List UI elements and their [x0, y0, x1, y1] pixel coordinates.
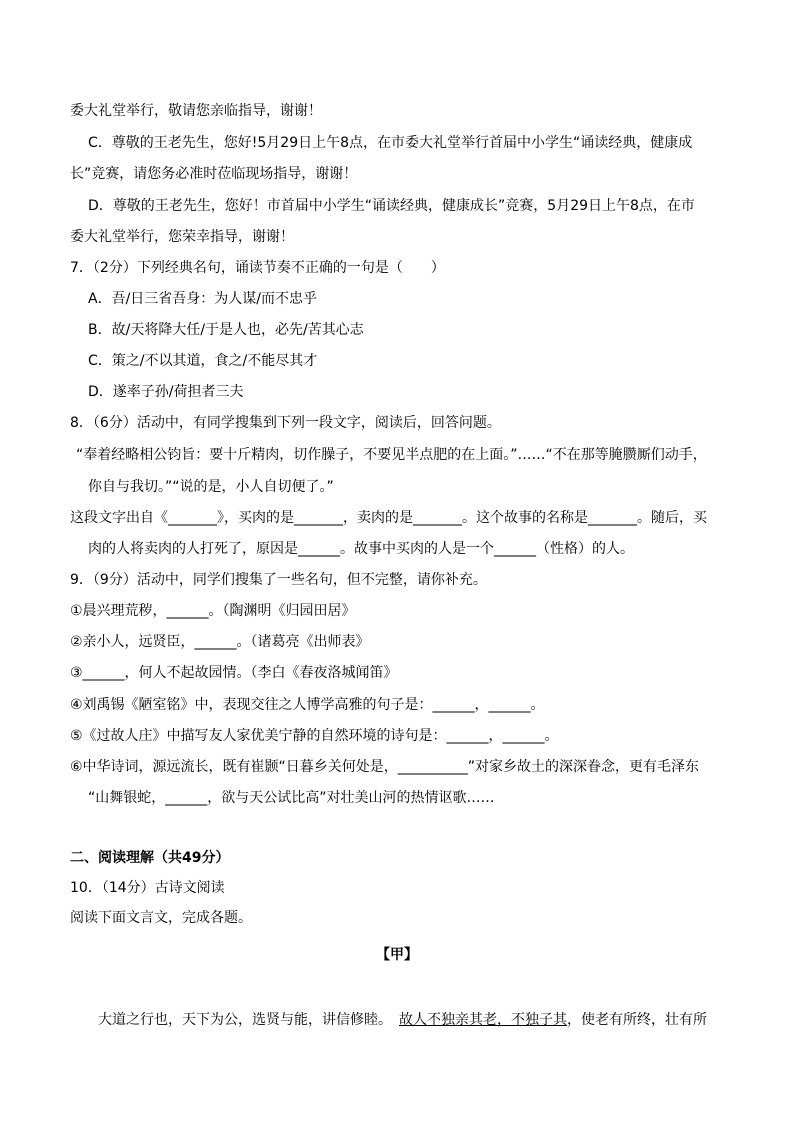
q7-option-d: D．遂率子孙/荷担者三夫	[88, 384, 244, 400]
q9-item-3: ③______，何人不起故园情。（李白《春夜洛城闻笛》	[70, 665, 398, 681]
passage-start: 大道之行也，天下为公，选贤与能，讲信修睦。	[98, 1012, 399, 1028]
q9-item-6-continuation: “山舞银蛇，______，欲与天公试比高”对壮美山河的热情讴歌……	[88, 790, 495, 806]
q6-option-c-continuation: 长”竞赛，请您务必准时莅临现场指导，谢谢！	[70, 166, 358, 182]
passage-paragraph	[98, 1012, 707, 1028]
q8-question: 这段文字出自《_______》，买肉的是_______，卖肉的是_______。这个故事的名称是_______。随后，买	[70, 510, 707, 526]
q9-item-2: ②亲小人，远贤臣，______。（诸葛亮《出师表》	[70, 634, 370, 650]
q7-option-b: B．故/天将降大任/于是人也，必先/苦其心志	[88, 322, 364, 338]
q6-option-b-continuation: 委大礼堂举行，敬请您亲临指导，谢谢！	[70, 103, 322, 119]
q7-option-c: C．策之/不以其道，食之/不能尽其才	[88, 353, 318, 369]
q6-option-d: D．尊敬的王老先生，您好！市首届中小学生“诵读经典，健康成长”竞赛，5月29日上午8点，在市	[88, 198, 695, 214]
q9-stem: 9．（9分）活动中，同学们搜集了一些名句，但不完整，请你补充。	[70, 572, 487, 588]
q7-option-a: A．吾/日三省吾身：为人谋/而不忠乎	[88, 291, 318, 307]
passage-underlined: 故人不独亲其老，不独子其	[399, 1012, 567, 1028]
q10-stem: 10．（14分）古诗文阅读	[70, 880, 225, 896]
q9-item-4: ④刘禹锡《陋室铭》中，表现交往之人博学高雅的句子是：______，______。	[70, 697, 545, 713]
q9-item-5: ⑤《过故人庄》中描写友人家优美宁静的自然环境的诗句是：______，______。	[70, 728, 559, 744]
q8-quote-continuation: 你自与我切。”“说的是，小人自切便了。”	[88, 479, 334, 495]
q10-instruction: 阅读下面文言文，完成各题。	[70, 910, 252, 926]
q8-question-continuation: 肉的人将卖肉的人打死了，原因是______。故事中买肉的人是一个______（性格）的人。	[88, 541, 634, 557]
q8-stem: 8．（6分）活动中，有同学搜集到下列一段文字，阅读后，回答问题。	[70, 415, 501, 431]
q6-option-c: C．尊敬的王老先生，您好!5月29日上午8点，在市委大礼堂举行首届中小学生“诵读经典，健康成	[88, 135, 693, 151]
q7-stem: 7．（2分）下列经典名句，诵读节奏不正确的一句是（ ）	[70, 260, 445, 276]
q6-option-d-continuation: 委大礼堂举行，您荣幸指导，谢谢！	[70, 229, 294, 245]
passage-end: ，使老有所终，壮有所	[567, 1012, 707, 1028]
passage-label: 【甲】	[376, 947, 418, 963]
q9-item-6: ⑥中华诗词，源远流长，既有崔颢“日暮乡关何处是，__________”对家乡故土的深深眷念，更有毛泽东	[70, 759, 700, 775]
q9-item-1: ①晨兴理荒秽，______。（陶渊明《归园田居》	[70, 603, 356, 619]
section-title: 二、阅读理解（共49分）	[70, 850, 230, 866]
q8-quote: “奉着经略相公钧旨：要十斤精肉，切作臊子，不要见半点肥的在上面。”……“不在那等腌臜厮们动手，	[76, 447, 707, 463]
